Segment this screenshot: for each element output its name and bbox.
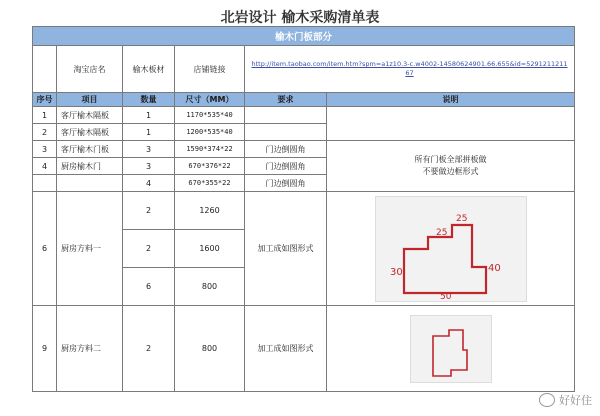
row-size: 1260 — [175, 192, 245, 230]
col-size: 尺寸（MM） — [175, 93, 245, 107]
profile-sketch — [410, 315, 492, 383]
table-row — [33, 192, 575, 230]
shop-link-label: 店铺链接 — [175, 46, 245, 93]
row-qty: 3 — [123, 158, 175, 175]
row-qty: 3 — [123, 141, 175, 158]
row-qty: 6 — [123, 268, 175, 306]
row-qty: 2 — [123, 230, 175, 268]
row-req — [245, 107, 327, 124]
row-req: 加工成如图形式 — [245, 192, 327, 306]
sketch-cell — [327, 306, 575, 392]
row-qty: 1 — [123, 107, 175, 124]
row-no: 1 — [33, 107, 57, 124]
shop-name-value: 榆木板材 — [123, 46, 175, 93]
column-header-row — [33, 93, 575, 107]
row-size: 670*376*22 — [175, 158, 245, 175]
col-qty: 数量 — [123, 93, 175, 107]
row-no: 3 — [33, 141, 57, 158]
row-size: 1590*374*22 — [175, 141, 245, 158]
row-qty: 1 — [123, 124, 175, 141]
row-item: 客厅榆木隔板 — [57, 124, 123, 141]
section-header-row — [33, 27, 575, 46]
sketch-label: 25 — [455, 213, 467, 224]
table-row — [33, 141, 575, 158]
document-title: 北岩设计 榆木采购清单表 — [220, 10, 380, 26]
table-row — [33, 306, 575, 392]
purchase-table — [32, 26, 575, 392]
row-no: 6 — [33, 192, 57, 306]
watermark — [539, 392, 592, 408]
note-line-1: 所有门板全部拼板做 — [414, 155, 487, 164]
row-req: 门边倒圆角 — [245, 175, 327, 192]
row-size: 1170*535*40 — [175, 107, 245, 124]
note-line-2: 不要做边框形式 — [422, 167, 479, 176]
col-req: 要求 — [245, 93, 327, 107]
sketch-label: 25 — [435, 227, 447, 238]
row-size: 800 — [175, 306, 245, 392]
row-qty: 4 — [123, 175, 175, 192]
row-qty: 2 — [123, 192, 175, 230]
sketch-cell — [327, 192, 575, 306]
shop-name-label: 淘宝店名 — [57, 46, 123, 93]
row-item: 厨房方料二 — [57, 306, 123, 392]
row-req: 门边倒圆角 — [245, 141, 327, 158]
row-size: 670*355*22 — [175, 175, 245, 192]
row-item — [57, 175, 123, 192]
shop-link[interactable]: http://item.taobao.com/item.htm?spm=a1z10.3-c.w4002-14580624901.66.655&id=529121121167 — [251, 60, 568, 77]
row-no — [33, 175, 57, 192]
row-no: 4 — [33, 158, 57, 175]
row-item: 厨房方料一 — [57, 192, 123, 306]
row-item: 客厅榆木隔板 — [57, 107, 123, 124]
section-header: 榆木门板部分 — [33, 27, 575, 46]
col-item: 项目 — [57, 93, 123, 107]
row-size: 1600 — [175, 230, 245, 268]
sketch-label: 50 — [439, 291, 451, 302]
row-item: 客厅榆木门板 — [57, 141, 123, 158]
chat-bubble-icon — [539, 393, 555, 407]
col-no: 序号 — [33, 93, 57, 107]
row-req: 加工成如图形式 — [245, 306, 327, 392]
watermark-text: 好好住 — [559, 394, 592, 407]
row-req: 门边倒圆角 — [245, 158, 327, 175]
sketch-label: 30 — [389, 266, 403, 278]
row-qty: 2 — [123, 306, 175, 392]
table-row — [33, 107, 575, 124]
row-item: 厨房榆木门 — [57, 158, 123, 175]
l-shape-sketch — [375, 196, 527, 302]
row-no: 2 — [33, 124, 57, 141]
row-no: 9 — [33, 306, 57, 392]
meta-row — [33, 46, 575, 93]
note-cell — [327, 141, 575, 192]
col-desc: 说明 — [327, 93, 575, 107]
row-size: 800 — [175, 268, 245, 306]
sketch-label: 40 — [487, 262, 501, 274]
row-size: 1200*535*40 — [175, 124, 245, 141]
row-req — [245, 124, 327, 141]
